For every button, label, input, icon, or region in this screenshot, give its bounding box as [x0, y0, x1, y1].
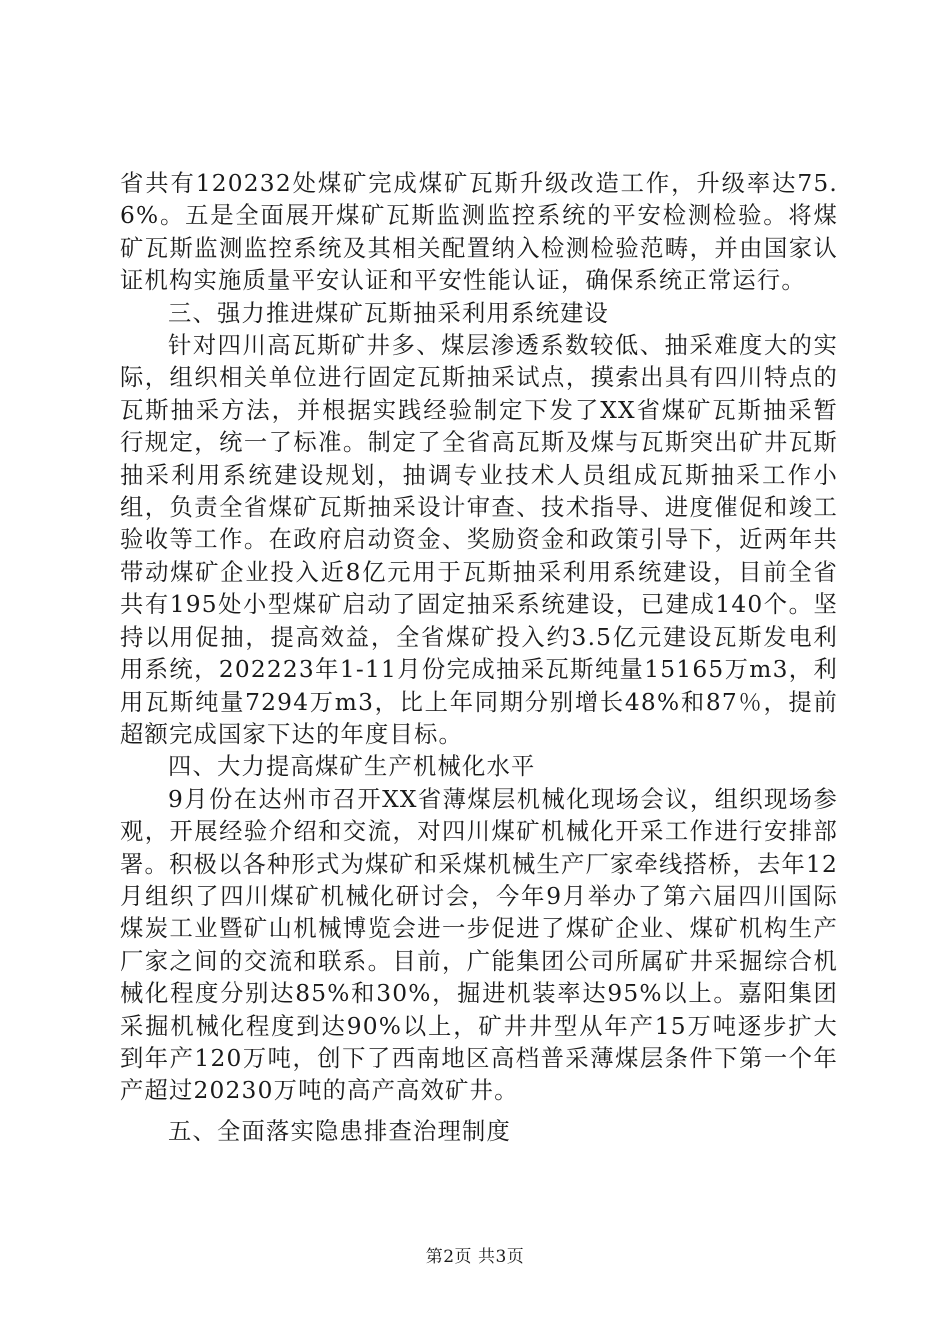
paragraph-section-3: 针对四川高瓦斯矿井多、煤层渗透系数较低、抽采难度大的实际，组织相关单位进行固定瓦斯抽采试点，摸索出具有四川特点的瓦斯抽采方法，并根据实践经验制定下发了XX省煤矿瓦斯抽采暂行规定，统一了标准。制定了全省高瓦斯及煤与瓦斯突出矿井瓦斯抽采利用系统建设规划，抽调专业技术人员组成瓦斯抽采工作小组，负责全省煤矿瓦斯抽采设计审查、技术指导、进度催促和竣工验收等工作。在政府启动资金、奖励资金和政策引导下，近两年共带动煤矿企业投入近8亿元用于瓦斯抽采利用系统建设，目前全省共有195处小型煤矿启动了固定抽采系统建设，已建成140个。坚持以用促抽，提高效益，全省煤矿投入约3.5亿元建设瓦斯发电利用系统，202223年1-11月份完成抽采瓦斯纯量15165万m3，利用瓦斯纯量7294万m3，比上年同期分别增长48%和87％，提前超额完成国家下达的年度目标。	[120, 332, 838, 748]
document-body	[120, 168, 838, 1148]
page-indicator: 第2页 共3页	[425, 1247, 525, 1267]
section-heading-3: 三、强力推进煤矿瓦斯抽采利用系统建设	[168, 299, 609, 327]
section-heading-4: 四、大力提高煤矿生产机械化水平	[168, 753, 536, 781]
page-footer	[0, 1246, 950, 1268]
paragraph-section-4: 9月份在达州市召开XX省薄煤层机械化现场会议，组织现场参观，开展经验介绍和交流，对四川煤矿机械化开采工作进行安排部署。积极以各种形式为煤矿和采煤机械生产厂家牵线搭桥，去年12月组织了四川煤矿机械化研讨会，今年9月举办了第六届四川国际煤炭工业暨矿山机械博览会进一步促进了煤矿企业、煤矿机构生产厂家之间的交流和联系。目前，广能集团公司所属矿井采掘综合机械化程度分别达85%和30%，掘进机装率达95%以上。嘉阳集团采掘机械化程度到达90%以上，矿井井型从年产15万吨逐步扩大到年产120万吨，创下了西南地区高档普采薄煤层条件下第一个年产超过20230万吨的高产高效矿井。	[120, 785, 838, 1105]
section-heading-5: 五、全面落实隐患排查治理制度	[168, 1117, 511, 1145]
paragraph-continued: 省共有120232处煤矿完成煤矿瓦斯升级改造工作，升级率达75.6%。五是全面展开煤矿瓦斯监测监控系统的平安检测检验。将煤矿瓦斯监测监控系统及其相关配置纳入检测检验范畴，并由国家认证机构实施质量平安认证和平安性能认证，确保系统正常运行。	[120, 170, 838, 295]
